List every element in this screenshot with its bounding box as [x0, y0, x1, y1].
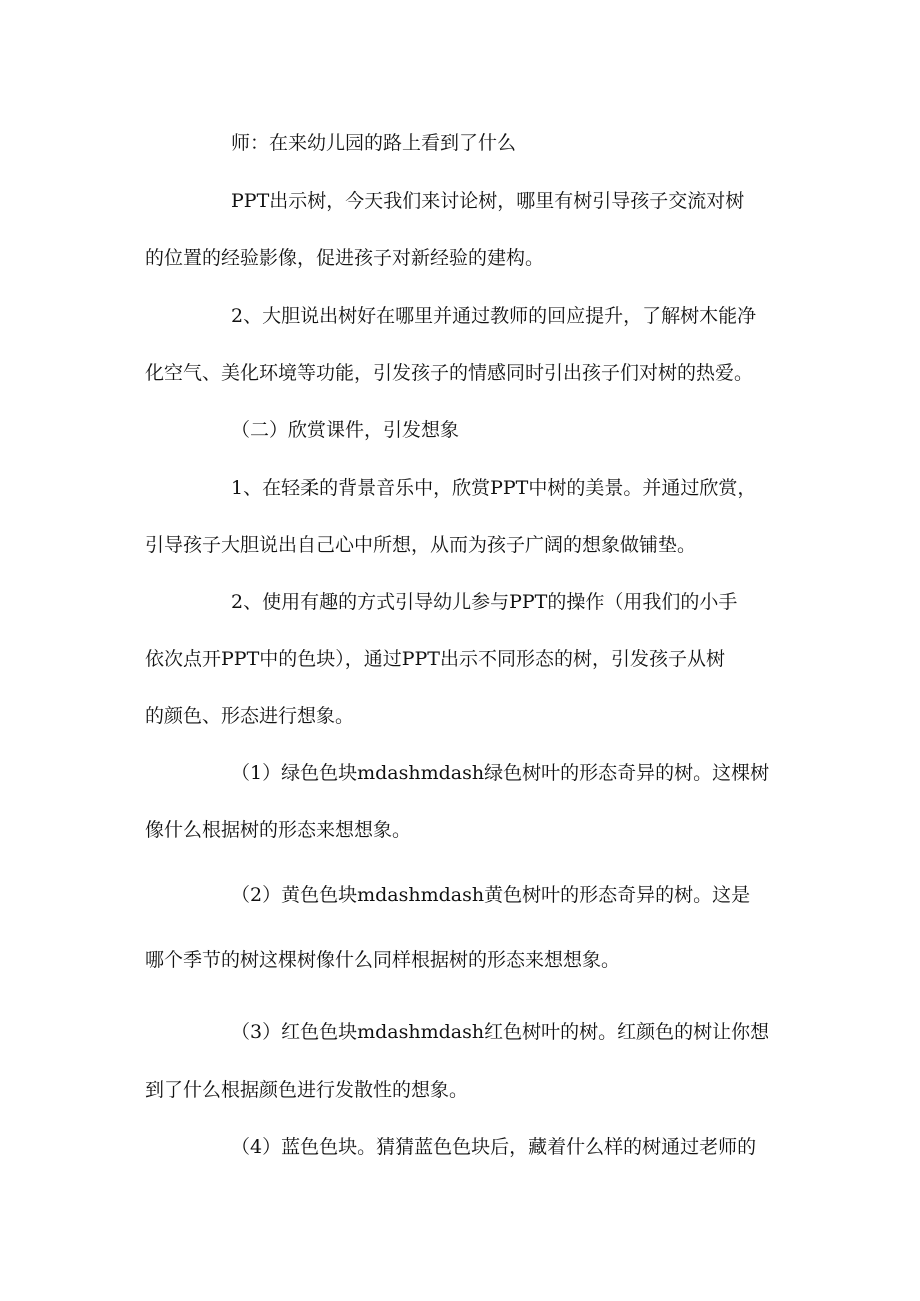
text-line: 1、在轻柔的背景音乐中，欣赏PPT中树的美景。并通过欣赏，: [231, 477, 757, 499]
text-line: （3）红色色块mdashmdash红色树叶的树。红颜色的树让你想: [231, 1021, 770, 1043]
text-line: 师：在来幼儿园的路上看到了什么: [231, 132, 517, 154]
text-line: 的颜色、形态进行想象。: [145, 705, 355, 727]
text-line: 依次点开PPT中的色块），通过PPT出示不同形态的树，引发孩子从树: [145, 648, 725, 670]
text-line: （2）黄色色块mdashmdash黄色树叶的形态奇异的树。这是: [231, 884, 751, 906]
text-line: 化空气、美化环境等功能，引发孩子的情感同时引出孩子们对树的热爱。: [145, 362, 754, 384]
text-line: 到了什么根据颜色进行发散性的想象。: [145, 1079, 469, 1101]
text-line: 哪个季节的树这棵树像什么同样根据树的形态来想想象。: [145, 949, 621, 971]
text-line: 2、大胆说出树好在哪里并通过教师的回应提升，了解树木能净: [231, 305, 757, 327]
text-line: （4）蓝色色块。猜猜蓝色色块后，藏着什么样的树通过老师的: [231, 1136, 757, 1158]
text-line: （1）绿色色块mdashmdash绿色树叶的形态奇异的树。这棵树: [231, 762, 770, 784]
text-line: 的位置的经验影像，促进孩子对新经验的建构。: [145, 247, 545, 269]
text-line: 引导孩子大胆说出自己心中所想，从而为孩子广阔的想象做铺垫。: [145, 534, 697, 556]
section-heading: （二）欣赏课件，引发想象: [231, 419, 460, 441]
text-line: PPT出示树，今天我们来讨论树，哪里有树引导孩子交流对树: [231, 190, 745, 212]
text-line: 像什么根据树的形态来想想象。: [145, 819, 412, 841]
text-line: 2、使用有趣的方式引导幼儿参与PPT的操作（用我们的小手: [231, 591, 738, 613]
